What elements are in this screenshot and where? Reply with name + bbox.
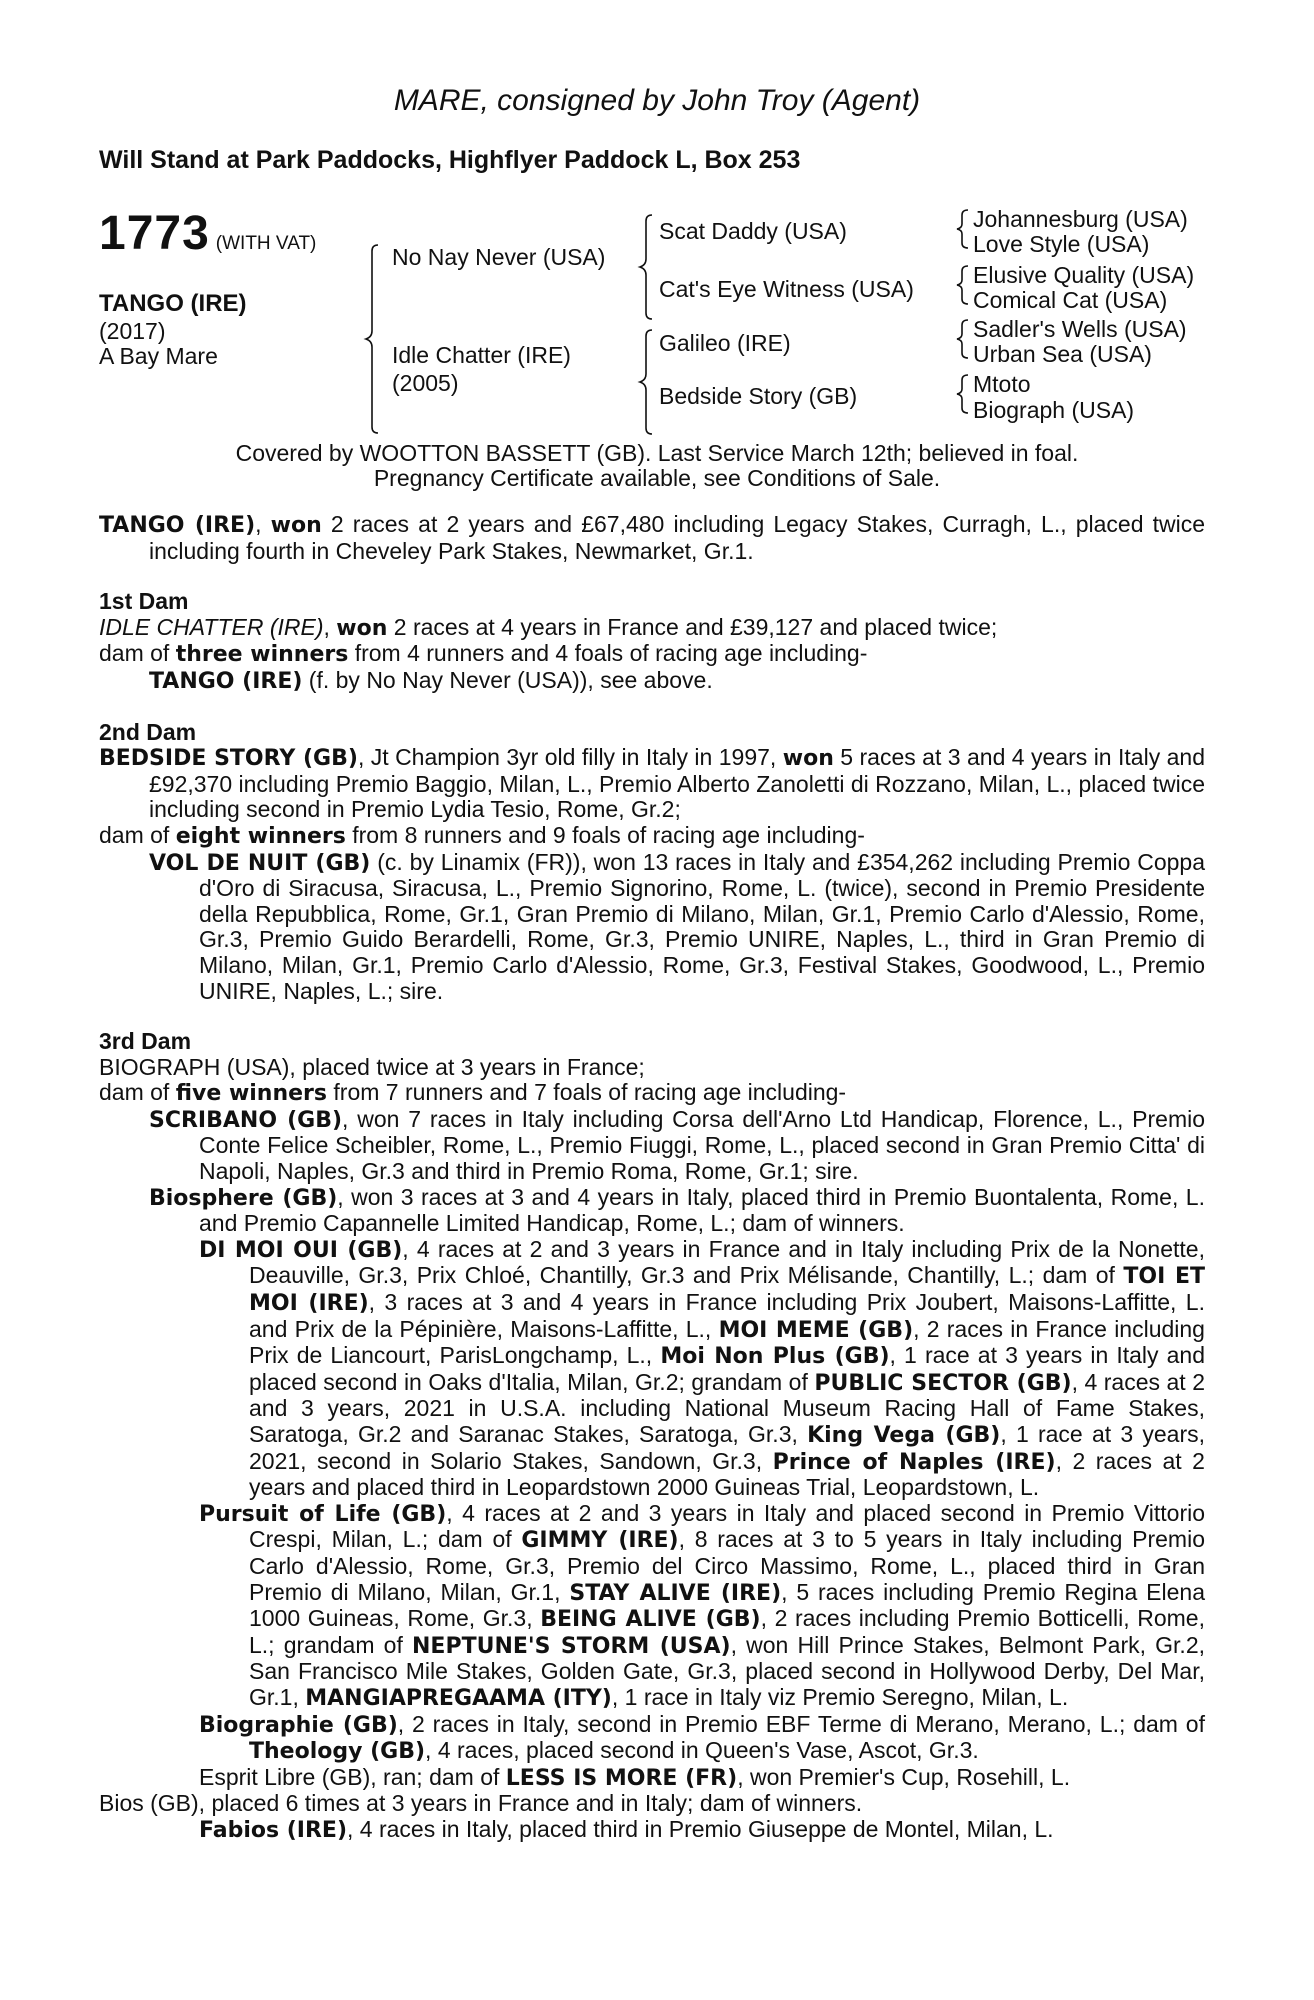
covering-line-1: Covered by WOOTTON BASSETT (GB). Last Service March 12th; believed in foal. xyxy=(235,440,1079,466)
pedigree-dsd: Urban Sea (USA) xyxy=(973,341,1152,367)
third-dam-produce: dam of five winners from 7 runners and 7 foals of racing age including- xyxy=(99,1079,847,1107)
vat-label: (WITH VAT) xyxy=(215,233,317,254)
record-won: won xyxy=(270,513,322,538)
produce-pursuit-of-life: Pursuit of Life (GB), 4 races at 2 and 3 years in Italy and placed second in Premio Vittorio Crespi, Milan, L.; dam of GIMMY (IRE), 8 races at 3 to 5 years in Italy including Premio Carlo d'Alessio, Rome, Gr.3, Premio del Circo Massimo, Rome, L., placed third in Gran Premio di Milano, Milan, Gr.1, STAY ALIVE (IRE), 5 races including Premio Regina Elena 1000 Guineas, Rome, Gr.3, BEING ALIVE (GB), 2 races including Premio Botticelli, Rome, L.; grandam of NEPTUNE'S STORM (USA), won Hill Prince Stakes, Belmont Park, Gr.2, San Francisco Mile Stakes, Golden Gate, Gr.3, placed second in Hollywood Derby, Del Mar, Gr.1, MANGIAPREGAAMA (ITY), 1 race in Italy viz Premio Seregno, Milan, L. xyxy=(199,1499,1205,1711)
produce-scribano: SCRIBANO (GB), won 7 races in Italy including Corsa dell'Arno Ltd Handicap, Florence, L., Premio Conte Felice Scheibler, Rome, L., Premio Fiuggi, Rome, L., placed second in Gran Premio Citta' di Napoli, Naples, Gr.3 and third in Premio Roma, Rome, Gr.1; sire. xyxy=(149,1105,1205,1185)
pedigree-dam: Idle Chatter (IRE) xyxy=(392,342,571,368)
third-dam-heading: 3rd Dam xyxy=(99,1028,192,1055)
stand-location: Will Stand at Park Paddocks, Highflyer Paddock L, Box 253 xyxy=(99,146,801,174)
pedigree-sire: No Nay Never (USA) xyxy=(392,244,606,270)
pedigree-sds: Elusive Quality (USA) xyxy=(973,262,1195,288)
pedigree-sss: Johannesburg (USA) xyxy=(973,206,1188,232)
second-dam-heading: 2nd Dam xyxy=(99,718,197,745)
horse-description: A Bay Mare xyxy=(99,343,218,369)
produce-bios: Bios (GB), placed 6 times at 3 years in France and in Italy; dam of winners. xyxy=(99,1790,863,1817)
produce-fabios: Fabios (IRE), 4 races in Italy, placed third in Premio Giuseppe de Montel, Milan, L. xyxy=(199,1815,1054,1843)
lot-number-value: 1773 xyxy=(99,207,210,260)
second-dam-foal: VOL DE NUIT (GB) (c. by Linamix (FR)), won 13 races in Italy and £354,262 including Premio Coppa d'Oro di Siracusa, Siracusa, L., Premio Signorino, Rome, L. (twice), second in Premio Presidente della Repubblica, Rome, Gr.1, Gran Premio di Milano, Milan, Gr.1, Premio Carlo d'Alessio, Rome, Gr.3, Premio Guido Berardelli, Rome, Gr.3, Premio UNIRE, Naples, L., third in Gran Premio di Milano, Milan, Gr.1, Premio Carlo d'Alessio, Rome, Gr.3, Festival Stakes, Goodwood, L., Premio UNIRE, Naples, L.; sire. xyxy=(149,848,1205,1004)
first-dam-text: 2 races at 4 years in France and £39,127 and placed twice; xyxy=(387,613,998,640)
second-dam-line: BEDSIDE STORY (GB), Jt Champion 3yr old filly in Italy in 1997, won 5 races at 3 and 4 years in Italy and £92,370 including Premio Baggio, Milan, L., Premio Alberto Zanoletti di Rozzano, Milan, L., placed twice including second in Premio Lydia Tesio, Rome, Gr.2; xyxy=(99,744,1206,823)
second-dam-name: BEDSIDE STORY (GB) xyxy=(99,746,358,772)
pedigree-ssd: Love Style (USA) xyxy=(973,231,1150,257)
first-dam-line: IDLE CHATTER (IRE), won 2 races at 4 years in France and £39,127 and placed twice; xyxy=(99,613,998,641)
pedigree-dam-dam: Bedside Story (GB) xyxy=(659,383,858,409)
first-dam-name: IDLE CHATTER (IRE) xyxy=(99,613,324,640)
produce-biosphere: Biosphere (GB), won 3 races at 3 and 4 years in Italy, placed third in Premio Buontalenta, Rome, L. and Premio Capannelle Limited Handicap, Rome, L.; dam of winners. xyxy=(149,1183,1205,1237)
first-dam-winners: three winners xyxy=(175,642,349,668)
pedigree-sdd: Comical Cat (USA) xyxy=(973,287,1168,313)
pedigree-dam-year: (2005) xyxy=(392,370,459,396)
third-dam-line: BIOGRAPH (USA), placed twice at 3 years in France; xyxy=(99,1053,645,1080)
record-text: 2 races at 2 years and £67,480 including Legacy Stakes, Curragh, L., placed twice including fourth in Cheveley Park Stakes, Newmarket, Gr.1. xyxy=(149,511,1206,564)
pedigree-dds: Mtoto xyxy=(973,371,1031,397)
record-horse-name: TANGO (IRE) xyxy=(99,513,256,538)
page-title: MARE, consigned by John Troy (Agent) xyxy=(393,84,921,117)
pedigree-dss: Sadler's Wells (USA) xyxy=(973,316,1187,342)
race-record: TANGO (IRE), won 2 races at 2 years and £67,480 including Legacy Stakes, Curragh, L., placed twice including fourth in Cheveley Park Stakes, Newmarket, Gr.1. xyxy=(99,511,1206,564)
produce-biographie: Biographie (GB), 2 races in Italy, second in Premio EBF Terme di Merano, Merano, L.; dam of Theology (GB), 4 races, placed second in Queen's Vase, Ascot, Gr.3. xyxy=(199,1710,1205,1765)
first-dam-won: won xyxy=(336,615,388,641)
pedigree-ddd: Biograph (USA) xyxy=(973,397,1135,423)
first-dam-foal: TANGO (IRE) (f. by No Nay Never (USA)), see above. xyxy=(149,666,713,694)
pedigree-sire-dam: Cat's Eye Witness (USA) xyxy=(659,276,914,302)
pedigree-notes xyxy=(99,512,1205,1844)
horse-year: (2017) xyxy=(99,318,166,344)
second-dam-foal-name: VOL DE NUIT (GB) xyxy=(149,850,371,876)
second-dam-won: won xyxy=(782,746,834,772)
third-dam-winners: five winners xyxy=(175,1081,328,1107)
first-dam-heading: 1st Dam xyxy=(99,588,189,615)
produce-di-moi-oui: DI MOI OUI (GB), 4 races at 2 and 3 years in France and in Italy including Prix de la Nonette, Deauville, Gr.3, Prix Chloé, Chantilly, Gr.3 and Prix Mélisande, Chantilly, L.; dam of TOI ET MOI (IRE), 3 races at 3 and 4 years in France including Prix Joubert, Maisons-Laffitte, L. and Prix de la Pépinière, Maisons-Laffitte, L., MOI MEME (GB), 2 races in France including Prix de Liancourt, ParisLongchamp, L., Moi Non Plus (GB), 1 race at 3 years in Italy and placed second in Oaks d'Italia, Milan, Gr.2; grandam of PUBLIC SECTOR (GB), 4 races at 2 and 3 years, 2021 in U.S.A. including National Museum Racing Hall of Fame Stakes, Saratoga, Gr.2 and Saranac Stakes, Saratoga, Gr.3, King Vega (GB), 1 race at 3 years, 2021, second in Solario Stakes, Sandown, Gr.3, Prince of Naples (IRE), 2 races at 2 years and placed third in Leopardstown 2000 Guineas Trial, Leopardstown, L. xyxy=(199,1235,1206,1501)
second-dam-winners: eight winners xyxy=(175,823,346,849)
covering-line-2: Pregnancy Certificate available, see Conditions of Sale. xyxy=(373,465,941,491)
horse-name: TANGO (IRE) xyxy=(99,290,247,317)
first-dam-produce: dam of three winners from 4 runners and 4 foals of racing age including- xyxy=(99,640,868,668)
produce-esprit-libre: Esprit Libre (GB), ran; dam of LESS IS MORE (FR), won Premier's Cup, Rosehill, L. xyxy=(199,1763,1071,1791)
first-dam-foal-name: TANGO (IRE) xyxy=(149,668,303,694)
pedigree-dam-sire: Galileo (IRE) xyxy=(659,330,791,356)
pedigree-sire-sire: Scat Daddy (USA) xyxy=(659,218,847,244)
second-dam-produce: dam of eight winners from 8 runners and 9 foals of racing age including- xyxy=(99,821,865,849)
